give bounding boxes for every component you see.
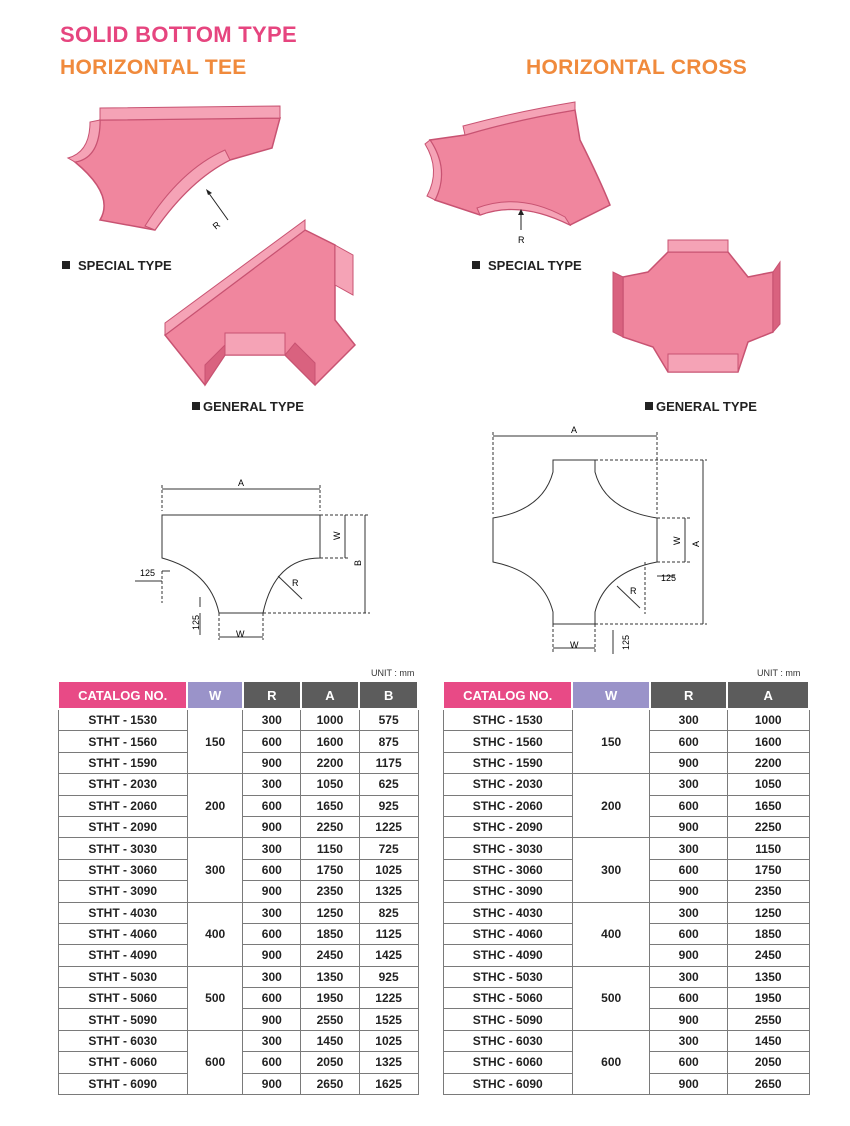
cross-catalog-cell: STHC - 1560 [443, 731, 572, 752]
cross-value-cell: 900 [650, 945, 728, 966]
cross-catalog-cell: STHC - 6090 [443, 1073, 572, 1094]
tee-catalog-cell: STHT - 1560 [58, 731, 187, 752]
tee-special-label: SPECIAL TYPE [62, 258, 172, 273]
tee-value-cell: 725 [359, 838, 418, 859]
cross-dim-125-bottom-label: 125 [621, 634, 631, 650]
cross-table-row [443, 709, 809, 731]
tee-value-cell: 900 [243, 1009, 301, 1030]
tee-unit-label: UNIT : mm [371, 668, 415, 678]
tee-value-cell: 1225 [359, 816, 418, 837]
tee-table-row [58, 902, 418, 923]
cross-value-cell: 1850 [727, 923, 809, 944]
cross-value-cell: 900 [650, 816, 728, 837]
cross-catalog-cell: STHC - 4030 [443, 902, 572, 923]
cross-value-cell: 1950 [727, 988, 809, 1009]
cross-catalog-cell: STHC - 5060 [443, 988, 572, 1009]
tee-value-cell: 300 [243, 774, 301, 795]
cross-special-illustration [425, 100, 615, 250]
tee-catalog-cell: STHT - 5060 [58, 988, 187, 1009]
tee-general-illustration [165, 215, 365, 395]
tee-value-cell: 625 [359, 774, 418, 795]
tee-catalog-cell: STHT - 1530 [58, 709, 187, 731]
cross-catalog-cell: STHC - 4090 [443, 945, 572, 966]
tee-dimension-drawing [130, 475, 390, 650]
tee-value-cell: 2550 [301, 1009, 360, 1030]
cross-catalog-cell: STHC - 5090 [443, 1009, 572, 1030]
cross-spec-table [442, 680, 810, 1095]
cross-dim-w-label: W [672, 536, 682, 545]
tee-spec-table [57, 680, 419, 1095]
tee-catalog-cell: STHT - 1590 [58, 752, 187, 773]
cross-value-cell: 900 [650, 881, 728, 902]
cross-value-cell: 2350 [727, 881, 809, 902]
cross-value-cell: 900 [650, 752, 728, 773]
tee-col-r: R [243, 681, 301, 709]
tee-value-cell: 300 [243, 966, 301, 987]
tee-value-cell: 600 [243, 1052, 301, 1073]
tee-catalog-cell: STHT - 4060 [58, 923, 187, 944]
tee-value-cell: 1250 [301, 902, 360, 923]
tee-value-cell: 300 [243, 838, 301, 859]
tee-catalog-cell: STHT - 6030 [58, 1030, 187, 1051]
cross-value-cell: 1250 [727, 902, 809, 923]
cross-value-cell: 1650 [727, 795, 809, 816]
cross-w-cell: 200 [572, 774, 650, 838]
cross-value-cell: 2050 [727, 1052, 809, 1073]
tee-value-cell: 825 [359, 902, 418, 923]
tee-value-cell: 1325 [359, 881, 418, 902]
cross-value-cell: 1350 [727, 966, 809, 987]
tee-value-cell: 875 [359, 731, 418, 752]
cross-special-label: SPECIAL TYPE [472, 258, 582, 273]
cross-value-cell: 300 [650, 774, 728, 795]
cross-col-r: R [650, 681, 728, 709]
cross-dim-r-label: R [630, 586, 637, 596]
tee-value-cell: 600 [243, 859, 301, 880]
tee-catalog-cell: STHT - 2060 [58, 795, 187, 816]
tee-catalog-cell: STHT - 5090 [58, 1009, 187, 1030]
tee-value-cell: 1150 [301, 838, 360, 859]
cross-general-label: GENERAL TYPE [645, 399, 757, 414]
tee-value-cell: 900 [243, 752, 301, 773]
cross-dim-125-label: 125 [661, 573, 677, 583]
cross-table-row [443, 966, 809, 987]
cross-col-a: A [727, 681, 809, 709]
cross-col-catalog: CATALOG NO. [443, 681, 572, 709]
tee-section-title: HORIZONTAL TEE [60, 56, 247, 79]
cross-unit-label: UNIT : mm [757, 668, 801, 678]
tee-value-cell: 900 [243, 945, 301, 966]
cross-value-cell: 2450 [727, 945, 809, 966]
tee-value-cell: 1000 [301, 709, 360, 731]
tee-catalog-cell: STHT - 2090 [58, 816, 187, 837]
cross-table-row [443, 1030, 809, 1051]
cross-catalog-cell: STHC - 3030 [443, 838, 572, 859]
bullet-square-icon [192, 402, 200, 410]
cross-special-r-label: R [518, 235, 525, 245]
tee-value-cell: 900 [243, 816, 301, 837]
tee-col-catalog: CATALOG NO. [58, 681, 187, 709]
tee-value-cell: 1175 [359, 752, 418, 773]
tee-value-cell: 2450 [301, 945, 360, 966]
cross-value-cell: 2650 [727, 1073, 809, 1094]
cross-w-cell: 400 [572, 902, 650, 966]
cross-catalog-cell: STHC - 2030 [443, 774, 572, 795]
cross-catalog-cell: STHC - 2060 [443, 795, 572, 816]
tee-value-cell: 2050 [301, 1052, 360, 1073]
cross-catalog-cell: STHC - 5030 [443, 966, 572, 987]
cross-w-cell: 600 [572, 1030, 650, 1094]
cross-table-row [443, 838, 809, 859]
cross-value-cell: 1750 [727, 859, 809, 880]
tee-dim-w-label: W [332, 531, 342, 540]
cross-dim-w-bottom-label: W [570, 640, 579, 650]
cross-dimension-drawing [485, 422, 715, 657]
tee-value-cell: 1625 [359, 1073, 418, 1094]
cross-value-cell: 300 [650, 902, 728, 923]
cross-dim-a-side-label: A [691, 540, 701, 547]
tee-general-label: GENERAL TYPE [192, 399, 304, 414]
cross-catalog-cell: STHC - 3090 [443, 881, 572, 902]
cross-value-cell: 2200 [727, 752, 809, 773]
tee-catalog-cell: STHT - 3090 [58, 881, 187, 902]
tee-col-a: A [301, 681, 360, 709]
tee-table-row [58, 966, 418, 987]
cross-w-cell: 500 [572, 966, 650, 1030]
tee-catalog-cell: STHT - 4030 [58, 902, 187, 923]
cross-catalog-cell: STHC - 2090 [443, 816, 572, 837]
tee-value-cell: 1450 [301, 1030, 360, 1051]
cross-catalog-cell: STHC - 6030 [443, 1030, 572, 1051]
tee-value-cell: 1600 [301, 731, 360, 752]
tee-value-cell: 1950 [301, 988, 360, 1009]
cross-value-cell: 600 [650, 731, 728, 752]
tee-w-cell: 500 [187, 966, 243, 1030]
bullet-square-icon [62, 261, 70, 269]
tee-dim-b-label: B [353, 559, 363, 566]
cross-value-cell: 300 [650, 966, 728, 987]
tee-catalog-cell: STHT - 2030 [58, 774, 187, 795]
tee-value-cell: 1425 [359, 945, 418, 966]
tee-value-cell: 1025 [359, 859, 418, 880]
tee-special-r-label: R [210, 219, 223, 232]
cross-value-cell: 900 [650, 1009, 728, 1030]
tee-catalog-cell: STHT - 6090 [58, 1073, 187, 1094]
tee-value-cell: 1850 [301, 923, 360, 944]
tee-catalog-cell: STHT - 5030 [58, 966, 187, 987]
tee-value-cell: 2350 [301, 881, 360, 902]
tee-value-cell: 300 [243, 1030, 301, 1051]
tee-dim-125-left-label: 125 [140, 568, 156, 578]
tee-value-cell: 1325 [359, 1052, 418, 1073]
tee-value-cell: 2650 [301, 1073, 360, 1094]
cross-w-cell: 150 [572, 709, 650, 774]
tee-value-cell: 1350 [301, 966, 360, 987]
cross-w-cell: 300 [572, 838, 650, 902]
tee-value-cell: 900 [243, 1073, 301, 1094]
tee-dim-r-label: R [292, 578, 299, 588]
tee-value-cell: 1125 [359, 923, 418, 944]
cross-catalog-cell: STHC - 4060 [443, 923, 572, 944]
cross-catalog-cell: STHC - 1530 [443, 709, 572, 731]
tee-value-cell: 1650 [301, 795, 360, 816]
tee-value-cell: 300 [243, 709, 301, 731]
tee-w-cell: 300 [187, 838, 243, 902]
tee-table-row [58, 709, 418, 731]
tee-value-cell: 1750 [301, 859, 360, 880]
cross-value-cell: 600 [650, 923, 728, 944]
tee-value-cell: 600 [243, 731, 301, 752]
cross-value-cell: 1000 [727, 709, 809, 731]
cross-value-cell: 600 [650, 859, 728, 880]
tee-catalog-cell: STHT - 4090 [58, 945, 187, 966]
cross-catalog-cell: STHC - 6060 [443, 1052, 572, 1073]
tee-value-cell: 1225 [359, 988, 418, 1009]
tee-catalog-cell: STHT - 3060 [58, 859, 187, 880]
tee-value-cell: 1050 [301, 774, 360, 795]
cross-value-cell: 300 [650, 709, 728, 731]
tee-value-cell: 600 [243, 988, 301, 1009]
tee-col-b: B [359, 681, 418, 709]
cross-value-cell: 1150 [727, 838, 809, 859]
tee-value-cell: 600 [243, 795, 301, 816]
cross-value-cell: 900 [650, 1073, 728, 1094]
tee-value-cell: 1025 [359, 1030, 418, 1051]
cross-value-cell: 1600 [727, 731, 809, 752]
cross-value-cell: 300 [650, 1030, 728, 1051]
tee-w-cell: 600 [187, 1030, 243, 1094]
cross-value-cell: 2550 [727, 1009, 809, 1030]
tee-dim-w-bottom-label: W [236, 629, 245, 639]
page-title: SOLID BOTTOM TYPE [60, 22, 297, 47]
tee-value-cell: 300 [243, 902, 301, 923]
cross-catalog-cell: STHC - 3060 [443, 859, 572, 880]
cross-value-cell: 600 [650, 988, 728, 1009]
cross-section-title: HORIZONTAL CROSS [526, 56, 748, 79]
tee-value-cell: 900 [243, 881, 301, 902]
tee-value-cell: 2250 [301, 816, 360, 837]
cross-value-cell: 600 [650, 1052, 728, 1073]
tee-dim-125-bottom-label: 125 [191, 614, 201, 630]
tee-table-row [58, 838, 418, 859]
tee-w-cell: 150 [187, 709, 243, 774]
tee-table-row [58, 774, 418, 795]
cross-table-row [443, 902, 809, 923]
cross-value-cell: 1050 [727, 774, 809, 795]
tee-w-cell: 400 [187, 902, 243, 966]
tee-value-cell: 2200 [301, 752, 360, 773]
tee-value-cell: 1525 [359, 1009, 418, 1030]
tee-value-cell: 925 [359, 966, 418, 987]
cross-table-row [443, 774, 809, 795]
bullet-square-icon [645, 402, 653, 410]
tee-w-cell: 200 [187, 774, 243, 838]
cross-general-illustration [608, 232, 783, 382]
cross-value-cell: 300 [650, 838, 728, 859]
tee-catalog-cell: STHT - 3030 [58, 838, 187, 859]
tee-value-cell: 575 [359, 709, 418, 731]
tee-value-cell: 925 [359, 795, 418, 816]
tee-dim-a-label: A [238, 478, 245, 488]
cross-catalog-cell: STHC - 1590 [443, 752, 572, 773]
tee-table-header-row [58, 681, 418, 709]
tee-catalog-cell: STHT - 6060 [58, 1052, 187, 1073]
tee-table-row [58, 1030, 418, 1051]
tee-value-cell: 600 [243, 923, 301, 944]
tee-col-w: W [187, 681, 243, 709]
bullet-square-icon [472, 261, 480, 269]
cross-dim-a-top-label: A [571, 425, 578, 435]
cross-col-w: W [572, 681, 650, 709]
cross-value-cell: 2250 [727, 816, 809, 837]
cross-value-cell: 600 [650, 795, 728, 816]
cross-table-header-row [443, 681, 809, 709]
cross-value-cell: 1450 [727, 1030, 809, 1051]
